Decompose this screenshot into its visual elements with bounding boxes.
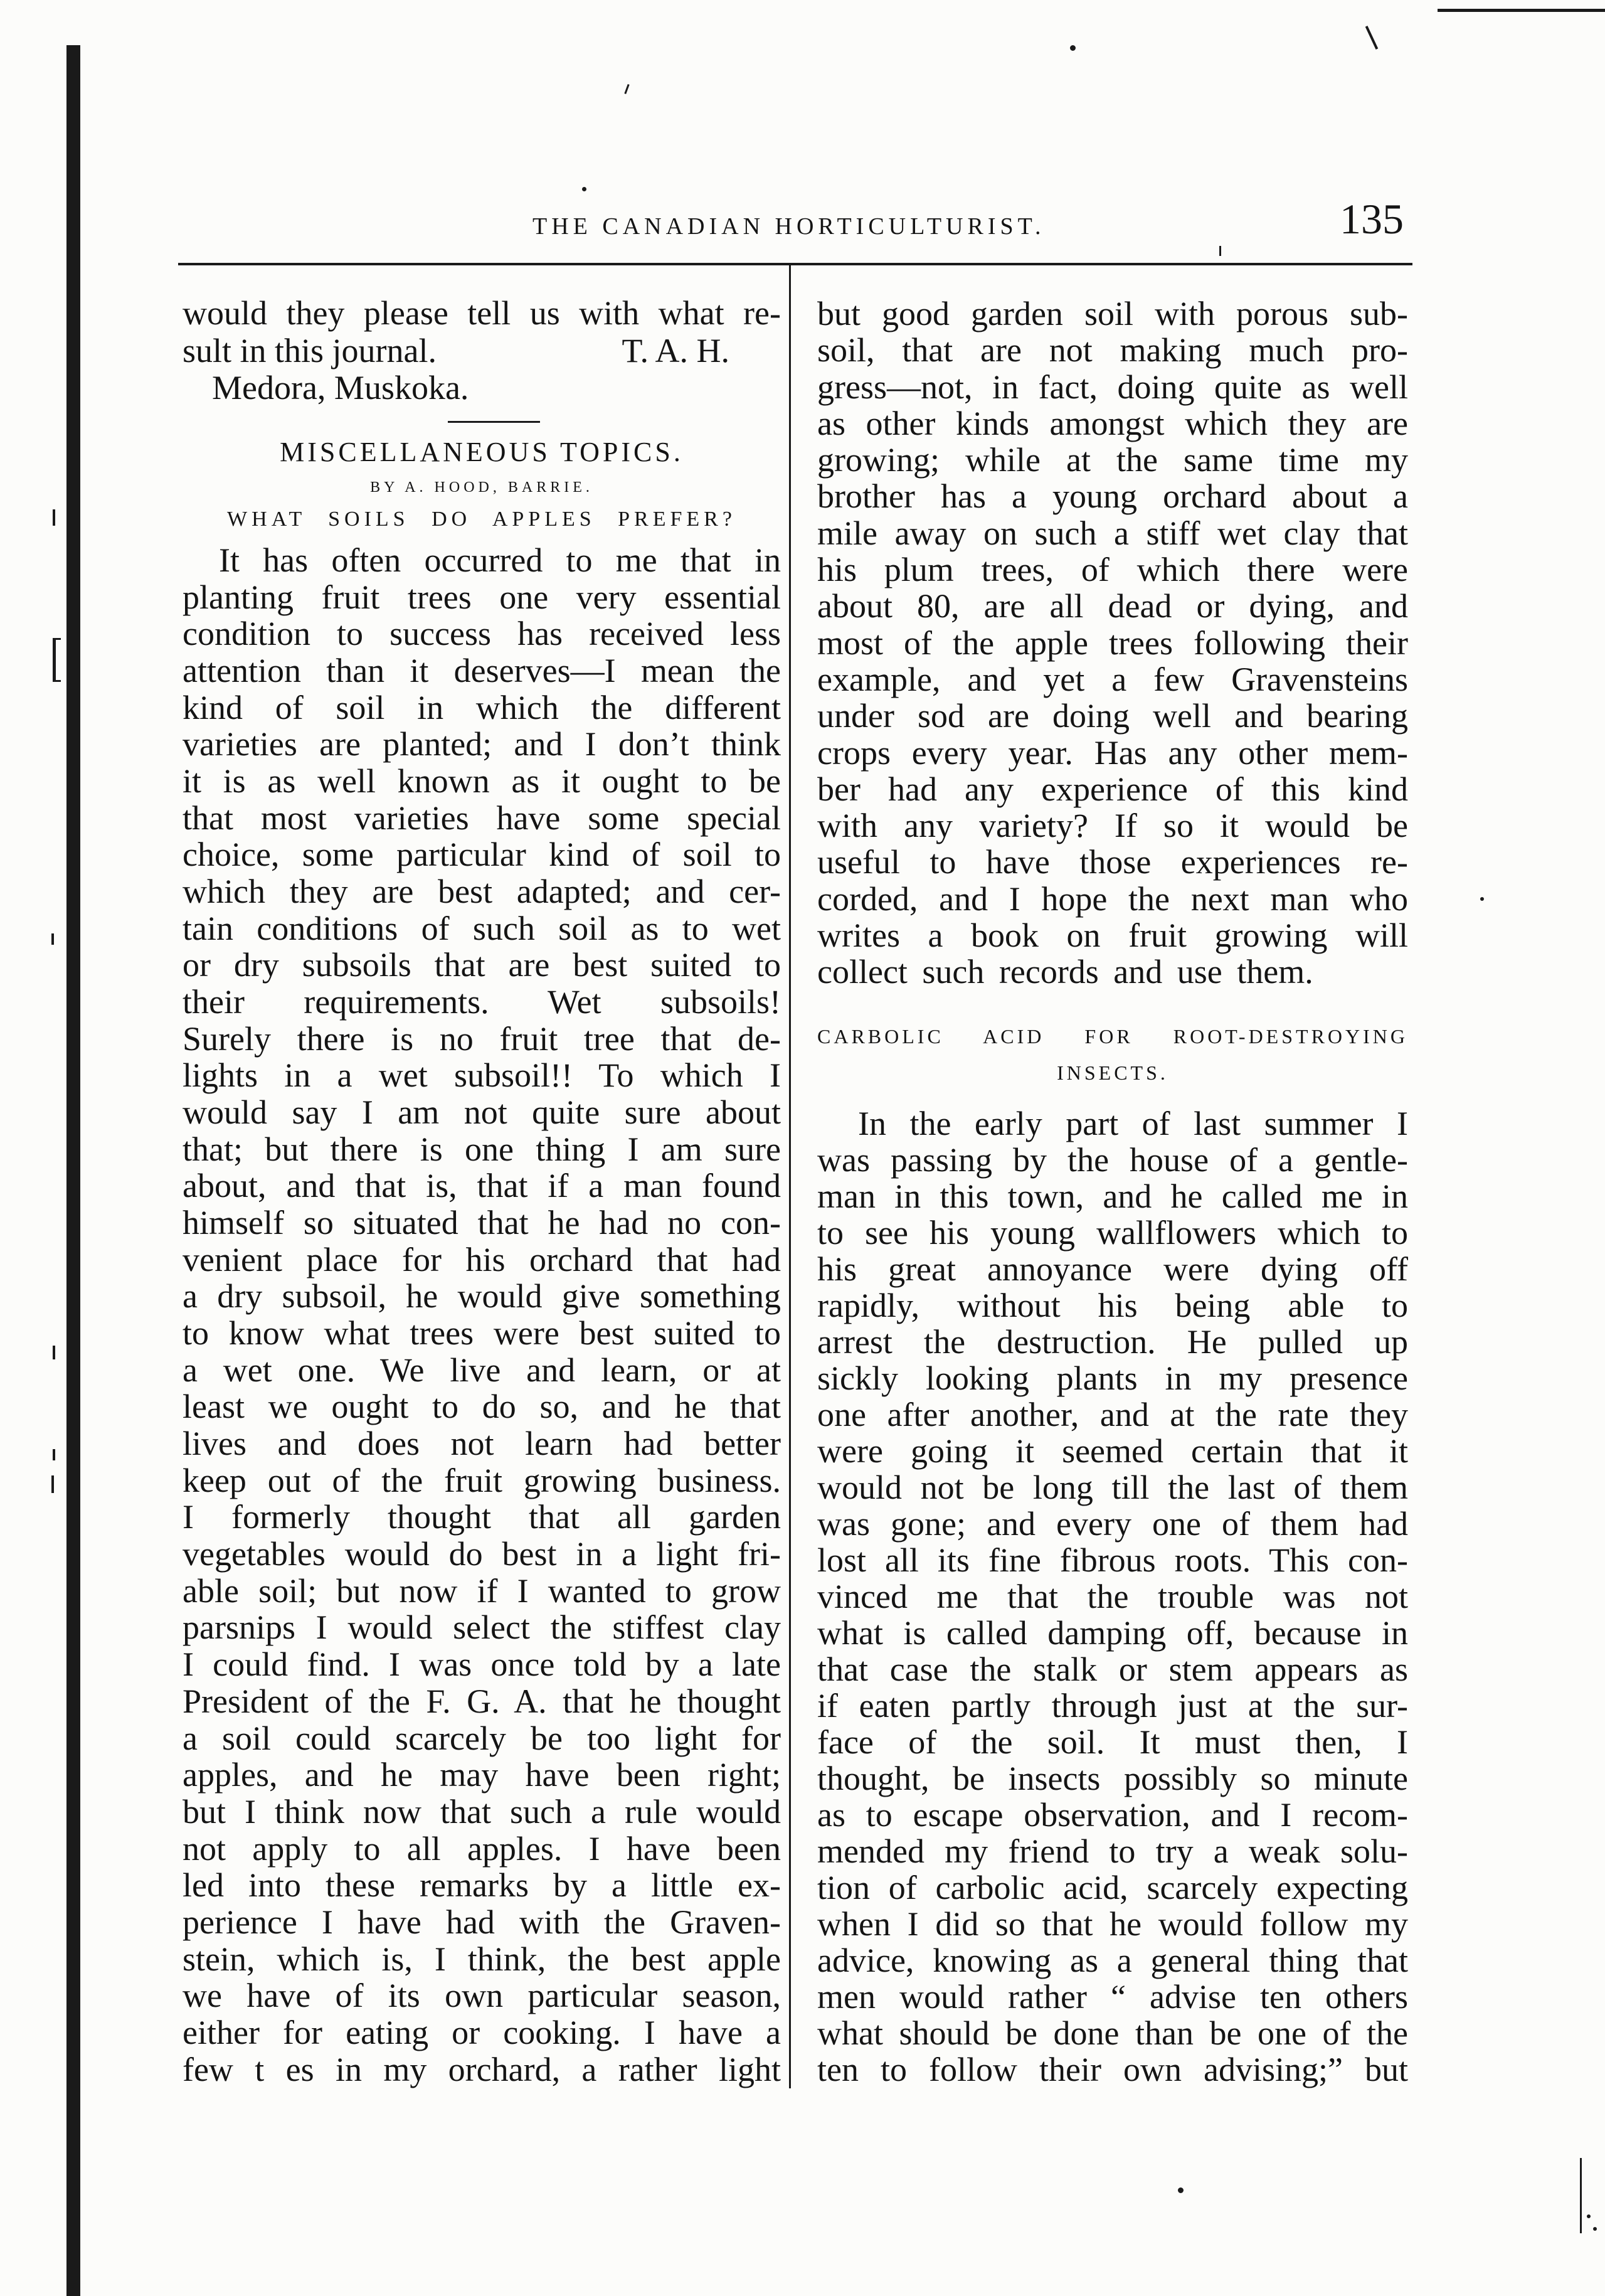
section-heading: WHAT SOILS DO APPLES PREFER? [227, 508, 736, 531]
text-line: that; but there is one thing I am sure [183, 1130, 781, 1168]
text-line: It has often occurred to me that in [219, 541, 781, 579]
text-line: about 80, are all dead or dying, and [817, 587, 1408, 625]
text-line: led into these remarks by a little ex- [183, 1866, 781, 1905]
text-line: would they please tell us with what re- [183, 294, 781, 332]
signature-line [183, 332, 781, 370]
article-byline: BY A. HOOD, BARRIE. [370, 479, 593, 496]
text-line: keep out of the fruit growing business. [183, 1461, 781, 1499]
text-line: sult in this journal. [183, 331, 437, 369]
text-line: vegetables would do best in a light fri- [183, 1535, 781, 1573]
scan-mark [1219, 246, 1221, 256]
text-line: but good garden soil with porous sub- [817, 295, 1408, 332]
scan-mark [51, 933, 54, 945]
text-line: but I think now that such a rule would [183, 1792, 781, 1831]
text-line: as to escape observation, and I recom- [817, 1796, 1408, 1834]
text-line: to know what trees were best suited to [183, 1314, 781, 1353]
text-line: few t es in my orchard, a rather light [183, 2050, 781, 2088]
text-line: their requirements. Wet subsoils! [183, 983, 781, 1021]
text-line: planting fruit trees one very essential [183, 578, 781, 616]
text-line: stein, which is, I think, the best apple [183, 1940, 781, 1978]
scan-mark [51, 1475, 54, 1493]
text-line: we have of its own particular season, [183, 1977, 781, 2015]
text-line: growing; while at the same time my [817, 441, 1408, 479]
scan-mark [1587, 2214, 1591, 2218]
text-line: his plum trees, of which there were [817, 551, 1408, 589]
text-line: parsnips I would select the stiffest clay [183, 1608, 781, 1647]
text-line: about, and that is, that if a man found [183, 1167, 781, 1205]
text-line: corded, and I hope the next man who [817, 880, 1408, 918]
text-line: man in this town, and he called me in [817, 1177, 1408, 1215]
text-line: writes a book on fruit growing will [817, 917, 1408, 955]
scan-mark [1480, 897, 1484, 901]
text-line: example, and yet a few Gravensteins [817, 660, 1408, 698]
scan-mark [1593, 2227, 1597, 2231]
text-line: a wet one. We live and learn, or at [183, 1351, 781, 1389]
text-line: mended my friend to try a weak solu- [817, 1832, 1408, 1870]
text-line: ber had any experience of this kind [817, 770, 1408, 808]
section-heading: CARBOLIC ACID FOR ROOT-DESTROYING [817, 1025, 1408, 1048]
text-line: lost all its fine fibrous roots. This con- [817, 1541, 1408, 1579]
text-line: to see his young wallflowers which to [817, 1214, 1408, 1252]
text-line: was gone; and every one of them had [817, 1505, 1408, 1543]
text-line: face of the soil. It must then, I [817, 1723, 1408, 1761]
text-line: or dry subsoils that are best suited to [183, 946, 781, 984]
text-line: his great annoyance were dying off [817, 1250, 1408, 1288]
column-divider [789, 265, 791, 2088]
text-line: that case the stalk or stem appears as [817, 1650, 1408, 1688]
text-line: under sod are doing well and bearing [817, 697, 1408, 735]
text-line: condition to success has received less [183, 615, 781, 653]
scan-mark [1178, 2187, 1184, 2193]
scan-mark [53, 1346, 55, 1359]
text-line: tion of carbolic acid, scarcely expecting [817, 1869, 1408, 1906]
text-line: himself so situated that he had no con- [183, 1204, 781, 1242]
scan-mark [53, 638, 61, 682]
text-line: would say I am not quite sure about [183, 1093, 781, 1132]
text-line: attention than it deserves—I mean the [183, 652, 781, 690]
text-line: sickly looking plants in my presence [817, 1359, 1408, 1397]
text-line: able soil; but now if I wanted to grow [183, 1571, 781, 1610]
text-line: what is called damping off, because in [817, 1614, 1408, 1652]
text-line: ten to follow their own advising;” but [817, 2051, 1408, 2088]
text-line: most of the apple trees following their [817, 624, 1408, 662]
signature: T. A. H. [622, 331, 729, 369]
text-line: gress—not, in fact, doing quite as well [817, 368, 1408, 406]
section-separator-rule [448, 421, 540, 423]
scan-mark [53, 1449, 55, 1460]
section-heading-continued: INSECTS. [1057, 1061, 1168, 1084]
scan-mark [1070, 45, 1076, 51]
text-line: advice, knowing as a general thing that [817, 1942, 1408, 1979]
scan-edge-bar [66, 45, 80, 2296]
scan-mark [1365, 26, 1379, 50]
text-line: that most varieties have some special [183, 799, 781, 837]
text-line: as other kinds amongst which they are [817, 404, 1408, 442]
scan-mark [582, 187, 586, 191]
text-line: kind of soil in which the different [183, 688, 781, 726]
text-line: a soil could scarcely be too light for [183, 1719, 781, 1757]
text-line: I formerly thought that all garden [183, 1498, 781, 1536]
text-line: President of the F. G. A. that he thought [183, 1682, 781, 1720]
text-line: if eaten partly through just at the sur- [817, 1687, 1408, 1725]
text-line: collect such records and use them. [817, 953, 1313, 991]
text-line: least we ought to do so, and he that [183, 1388, 781, 1426]
text-line: In the early part of last summer I [858, 1105, 1408, 1142]
scan-mark [1438, 9, 1605, 12]
text-line: thought, be insects possibly so minute [817, 1760, 1408, 1797]
text-line: what should be done than be one of the [817, 2014, 1408, 2052]
text-line: Surely there is no fruit tree that de- [183, 1019, 781, 1058]
text-line: vinced me that the trouble was not [817, 1578, 1408, 1615]
text-line: tain conditions of such soil as to wet [183, 909, 781, 947]
text-line: perience I have had with the Graven- [183, 1903, 781, 1941]
text-line: choice, some particular kind of soil to [183, 836, 781, 874]
text-line: brother has a young orchard about a [817, 477, 1408, 516]
text-line: useful to have those experiences re- [817, 843, 1408, 881]
text-line: I could find. I was once told by a late [183, 1645, 781, 1684]
header-rule [178, 263, 1412, 265]
text-line: arrest the destruction. He pulled up [817, 1323, 1408, 1361]
scan-mark [624, 84, 629, 94]
text-line: with any variety? If so it would be [817, 807, 1408, 845]
text-line: a dry subsoil, he would give something [183, 1277, 781, 1315]
text-line: would not be long till the last of them [817, 1469, 1408, 1506]
page-number: 135 [1340, 195, 1404, 243]
article-paragraph [817, 1105, 1408, 2088]
text-line: which they are best adapted; and cer- [183, 873, 781, 911]
text-line: was passing by the house of a gentle- [817, 1141, 1408, 1179]
text-line: soil, that are not making much pro- [817, 331, 1408, 369]
letter-end-block [183, 295, 781, 407]
text-line: not apply to all apples. I have been [183, 1829, 781, 1868]
article-paragraph [183, 542, 781, 2088]
text-line: lights in a wet subsoil!! To which I [183, 1056, 781, 1095]
text-line: either for eating or cooking. I have a [183, 2013, 781, 2051]
text-line: it is as well known as it ought to be [183, 762, 781, 800]
text-line: when I did so that he would follow my [817, 1905, 1408, 1943]
scan-mark [53, 509, 55, 526]
continued-paragraph [817, 295, 1408, 991]
text-line: mile away on such a stiff wet clay that [817, 514, 1408, 552]
scan-mark [1580, 2158, 1582, 2233]
running-head-title: THE CANADIAN HORTICULTURIST. [532, 213, 1046, 240]
text-line: varieties are planted; and I don’t think [183, 725, 781, 763]
text-line: were going it seemed certain that it [817, 1432, 1408, 1470]
text-line: men would rather “ advise ten others [817, 1978, 1408, 2016]
text-line: lives and does not learn had better [183, 1425, 781, 1463]
text-line: one after another, and at the rate they [817, 1396, 1408, 1433]
text-line: apples, and he may have been right; [183, 1756, 781, 1794]
article-title: MISCELLANEOUS TOPICS. [280, 437, 684, 467]
text-line: venient place for his orchard that had [183, 1240, 781, 1278]
text-line: rapidly, without his being able to [817, 1287, 1408, 1324]
dateline-place: Medora, Muskoka. [212, 369, 469, 407]
text-line: crops every year. Has any other mem- [817, 733, 1408, 772]
